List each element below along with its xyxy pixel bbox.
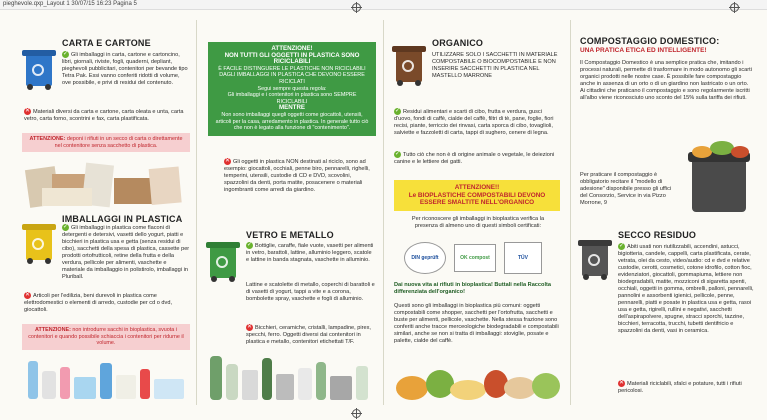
bioplastiche-box: ATTENZIONE!! Le BIOPLASTICHE COMPOSTABILI DEVONO ESSERE SMALTITE NELL'ORGANICO [394,180,560,211]
secco-ok: ✓ Abiti usati non riutilizzabili, accendini, astucci, bigiotteria, candele, cappelli, carta plastificata, cerate, vetrata, olei da cesto, video/audio: cd e dvd e relative custodie, cerotti, cosmetici, cotone idrofilo, cotton fioc, evidenziatori, giocattoli, gommapiuma, lettiere non biodegradabili, matite, mozziconi di sigaretta spenti, occhiali, oggetti in gomma, ombrelli, palloni, pennarelli, pannolini e assorbenti igienici, pellicole, penne, pennarelli, piatti e posate in plastica usa e getta, rasoi usa e getta, rigirelli, rullini e negativi, sacchetti dell'aspirapolvere, spugne, stracci sporchi, tazzine, bicchieri, terracotta, trucchi, tubetti dentifricio e spazzolini da denti, vasi in ceramica. [618,243,754,334]
registration-mark-icon [352,3,361,12]
compostaggio-text: Il Compostaggio Domestico è una semplice pratica che, imitando i processi naturali, permette di trasformare in modo autonomo gli scarti organici prodotti nelle nostre case. È possibile fare compostaggio anche in assenza di un orto o di un giardino non lastricato o un orto. Ai cittadini che praticano il compostaggio e sono regolarmente iscritti all'albo viene riconosciuto uno sconto del 15% sulla tariffa dei rifiuti. [580,60,752,101]
compostaggio-subtitle: UNA PRATICA ETICA ED INTELLIGENTE! [580,47,707,54]
compostaggio-title: COMPOSTAGGIO DOMESTICO: [580,36,720,46]
cross-icon: ✕ [24,292,31,298]
vetro-no: ✕ Bicchieri, ceramiche, cristalli, lampadine, pirex, specchi, ferro. Oggetti diversi dai contenitori in plastica e metallo, contenitori etichettati T/F. [246,324,371,345]
ok-compost-logo-icon: OK compost [454,244,496,272]
plastica-no: ✕ Articoli per l'edilizia, beni durevoli in plastica come elettrodomestici o elementi di arredo, custodie per cd o dvd, giocattoli. [24,292,173,313]
vetro-title: VETRO E METALLO [246,230,334,240]
organic-pile-illustration [392,354,567,404]
column-attenzione-vetro [206,20,378,400]
registration-mark-icon [730,3,739,12]
carta-attention: ATTENZIONE: deponi i rifiuti in un secco di carta o direttamente nel contenitore senza sacchetto di plastica. [22,133,190,152]
organico-title: ORGANICO [432,38,484,48]
column-carta-plastica [22,20,192,400]
column-organico [392,20,564,400]
plastica-attention: ATTENZIONE: non introdurre sacchi in bioplastica, svuota i contenitori e quando possibile schiaccia i contenitori per ridurne il volume. [22,324,190,350]
organico-intro: UTILIZZARE SOLO I SACCHETTI IN MATERIALE COMPOSTABILE O BIOCOMPOSTABILE E NON INSERIRE SACCHETTI IN PLASTICA NEL MASTELLO MARRONE [432,52,558,79]
cross-icon: ✕ [224,158,231,164]
check-icon: ✓ [618,243,625,249]
organico-ok: ✓ Residui alimentari e scarti di cibo, frutta e verdura, gusci d'uovo, fondi di caffè, cialde del caffè, filtri di tè, pane, foglie, fiori recisi, piante, terriccio dei rinvasi, carta sporca di cibo, tovaglioli, salviette e fazzoletti di carta, tappi di sughero, cenere di legna. [394,108,554,136]
composter-illustration [682,138,754,216]
check-icon: ✓ [394,151,401,157]
check-icon: ✓ [394,108,401,114]
compostaggio-text-2: Per praticare il compostaggio è obbligatorio recitare il "modello di adesione" disponibile presso gli uffici del Consorzio, Service in via Pizzo Morrone, 9 [580,172,672,206]
blue-bin-icon [24,50,54,90]
secco-no: ✕ Materiali riciclabili, sfalci e potature, tutti i rifiuti pericolosi. [618,380,742,394]
organico-ok-2: ✓ Tutto ciò che non è di origine animale o vegetale, le deiezioni canine e le lettiere dei gatti. [394,151,555,165]
check-icon: ✓ [62,51,69,57]
plastica-ok: ✓ Gli imballaggi in plastica come flaconi di detergenti e detersivi, vasetti dello yogurt, piatti e bicchieri in plastica usa e getta (senza residui di cibo), sacchetti della spesa di plastica, cassette per prodotti ortofrutticoli, retine della frutta e della verdura, pellicole per alimenti, vaschette e materiale da imballaggio in polistirolo, imballaggi in Pluriball. [62,224,190,280]
grey-bin-icon [580,240,610,280]
glass-pile-illustration [206,350,381,405]
check-icon: ✓ [246,242,253,248]
carta-ok: ✓ Gli imballaggi in carta, cartone e cartoncino, libri, giornali, riviste, fogli, quaderni, depliant, pieghevoli pubblicitari, contenitori per bevande tipo Tetra Pak. Essi vanno conferiti ridotti di volume, ove possibile, e privi di residui del contenuto. [62,51,188,86]
attenzione-box: ATTENZIONE! NON TUTTI GLI OGGETTI IN PLASTICA SONO RICICLABILI È FACILE DISTINGUERE LE PLASTICHE NON RICICLABILI DAGLI IMBALLAGGI IN PLASTICA CHE DEVONO ESSERE RICICLATI Segui sempre questa regola: Gli imballaggi e i contenitori in plastica sono SEMPRE RICICLABILI MENTRE Non sono imballaggi quegli oggetti come giocattoli, utensili, articoli per la casa, arredamento in plastica. In generale tutto ciò che non è legato alla funzione di "contenimento". [208,42,376,136]
carta-title: CARTA E CARTONE [62,38,151,48]
bioplastica-text: Questi sono gli imballaggi in bioplastica più comuni: oggetti compostabili come shopper, sacchetti per l'ortofrutta, sacchetti e buste per alimenti, pellicole, vaschette. Nella stessa frazione sono conferiti anche tracce merceologiche biodegradabili e compostabili similari, anche se non si tratta di imballaggi: stoviglie, posate e palette, cialde del caffè. [394,303,559,344]
non-imballaggi-text: ✕ Gli oggetti in plastica NON destinati al riciclo, sono ad esempio: giocattoli, occhiali, penne biro, pennarelli, righelli, temperini, utensili, custodie di CD e DVD, scovolini, spazzolini da denti, porta matite, posacenere o materiali ingombranti come arredi da giardino. [224,158,370,193]
cross-icon: ✕ [24,108,31,114]
plastic-pile-illustration [22,353,192,403]
paper-pile-illustration [22,154,192,210]
check-icon: ✓ [62,224,69,230]
secco-title: SECCO RESIDUO [618,230,697,240]
cross-icon: ✕ [246,324,253,330]
vetro-ok: ✓ Bottiglie, caraffe, fiale vuote, vasetti per alimenti in vetro, barattoli, lattine, alluminio leggero, scatole e lattine in banda stagnata, vaschette in alluminio. [246,242,374,263]
green-bin-icon [208,242,238,282]
registration-mark-icon [352,409,361,418]
cert-text: Per riconoscere gli imballaggi in bioplastica verifica la presenza di almeno uno di questi simboli certificati: [411,216,545,229]
bioplastica-title: Dai nuova vita ai rifiuti in bioplastica! Buttali nella Raccolta differenziata dell'organico! [394,282,551,295]
brown-bin-icon [394,46,424,86]
file-label: pieghevole.qxp_Layout 1 30/07/15 16:23 Pagina 5 [0,0,767,10]
column-compost-secco [578,20,758,400]
cross-icon: ✕ [618,380,625,386]
carta-no: ✕ Materiali diversi da carta e cartone, carta oleata e unta, carta vetro, carta forno, scontrini e fax, carta plastificata. [24,108,184,122]
plastica-title: IMBALLAGGI IN PLASTICA [62,214,183,224]
din-logo-icon: DIN geprüft [404,242,446,274]
tuv-logo-icon: TÜV [504,242,542,274]
yellow-bin-icon [24,224,54,264]
vetro-ok-2: Lattine e scatolette di metallo, coperchi di barattoli e di vasetti di yogurt, tappi a vite e a corona, bombolette spray, vaschette e fogli di alluminio. [246,282,375,302]
